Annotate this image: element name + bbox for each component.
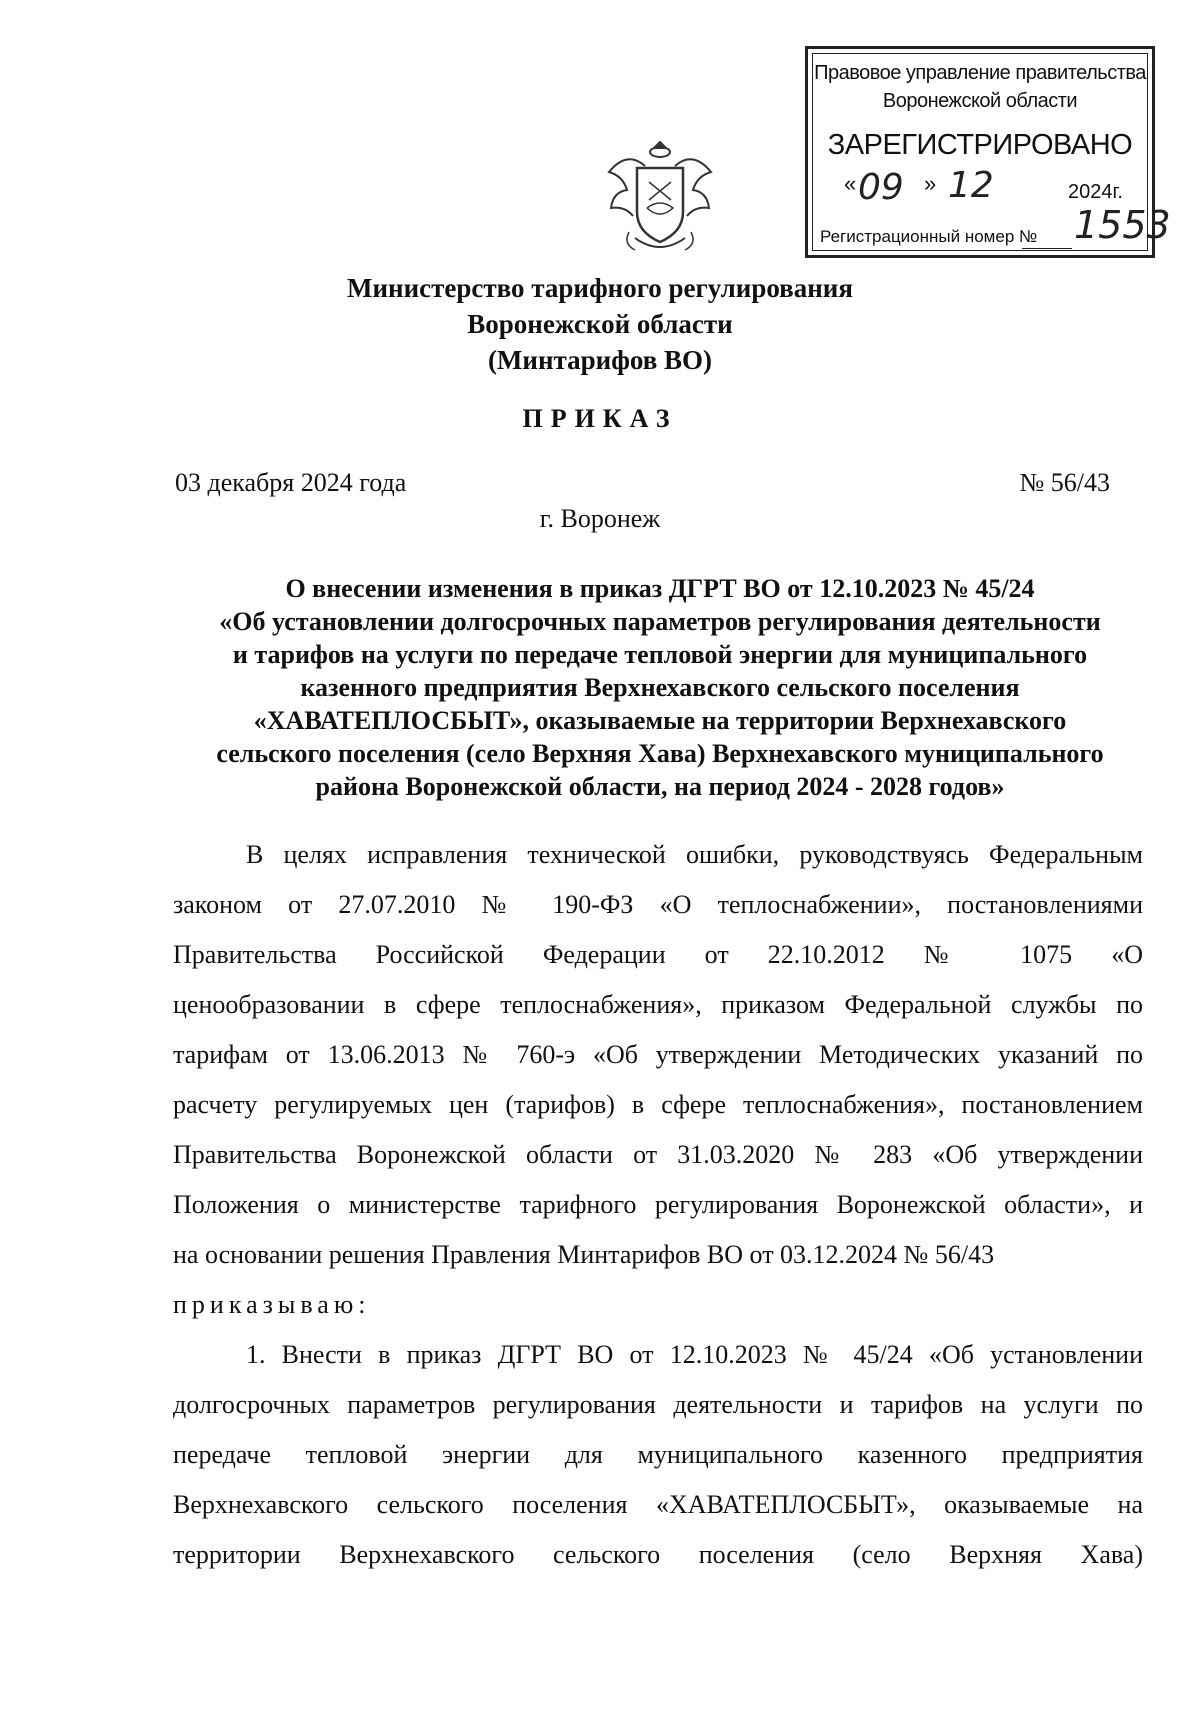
stamp-registered-label: ЗАРЕГИСТРИРОВАНО — [827, 129, 1133, 161]
ministry-line3: (Минтарифов ВО) — [487, 345, 713, 375]
preamble-line: Положения о министерстве тарифного регулирования Воронежской области», и — [173, 1190, 1143, 1219]
title-line: района Воронежской области, на период 2024 - 2028 годов» — [315, 772, 1005, 801]
registration-stamp — [805, 46, 1171, 258]
stamp-reg-number-label: Регистрационный номер № — [820, 227, 1038, 246]
order-date: 03 декабря 2024 года — [175, 468, 407, 497]
stamp-reg-number: 1553 — [1074, 203, 1171, 247]
preamble-line: В целях исправления технической ошибки, руководствуясь Федеральным — [246, 840, 1143, 869]
item-line: территории Верхнехавского сельского поселения (село Верхняя Хава) — [173, 1540, 1143, 1569]
item-line: 1. Внести в приказ ДГРТ ВО от 12.10.2023 № 45/24 «Об установлении — [246, 1340, 1143, 1369]
preamble-line: на основании решения Правления Минтарифов ВО от 03.12.2024 № 56/43 — [173, 1240, 995, 1269]
preamble-line: Правительства Воронежской области от 31.03.2020 № 283 «Об утверждении — [173, 1140, 1143, 1169]
stamp-date-open-quote: « — [844, 171, 857, 196]
item-line: Верхнехавского сельского поселения «ХАВАТЕПЛОСБЫТ», оказываемые на — [173, 1490, 1143, 1519]
title-line: сельского поселения (село Верхняя Хава) Верхнехавского муниципального — [216, 739, 1104, 768]
stamp-date-close-quote: » — [924, 171, 937, 196]
stamp-date-day: 09 — [858, 167, 904, 208]
stamp-org-line1: Правовое управление правительства — [814, 62, 1146, 84]
preamble-line: законом от 27.07.2010 № 190-ФЗ «О теплоснабжении», постановлениями — [173, 890, 1143, 919]
stamp-organization — [808, 59, 1152, 115]
preamble-line: Правительства Российской Федерации от 22.10.2012 № 1075 «О — [173, 940, 1143, 969]
order-city: г. Воронеж — [539, 504, 661, 533]
preamble-line: тарифам от 13.06.2013 № 760-э «Об утверждении Методических указаний по — [173, 1040, 1143, 1069]
item-line: передаче тепловой энергии для муниципального казенного предприятия — [173, 1440, 1143, 1469]
stamp-date-month: 12 — [948, 165, 994, 206]
directive: приказываю: — [173, 1290, 371, 1319]
ministry-line2: Воронежской области — [467, 309, 733, 339]
order-number: № 56/43 — [1019, 468, 1110, 497]
title-line: «Об установлении долгосрочных параметров регулирования деятельности — [219, 607, 1101, 636]
title-line: и тарифов на услуги по передаче тепловой энергии для муниципального — [232, 640, 1088, 669]
stamp-reg-number-underline — [1022, 248, 1072, 249]
ministry-line1: Министерство тарифного регулирования — [347, 273, 853, 303]
item-1-paragraph — [173, 1330, 1143, 1580]
title-line: О внесении изменения в приказ ДГРТ ВО от 12.10.2023 № 45/24 — [285, 574, 1035, 603]
preamble-line: расчету регулируемых цен (тарифов) в сфере теплоснабжения», постановлением — [173, 1090, 1143, 1119]
preamble-paragraph — [173, 830, 1143, 1330]
item-line: долгосрочных параметров регулирования деятельности и тарифов на услуги по — [173, 1390, 1143, 1419]
order-title: ПРИКАЗ — [522, 404, 678, 433]
coat-of-arms-icon — [605, 138, 715, 256]
title-line: «ХАВАТЕПЛОСБЫТ», оказываемые на территории Верхнехавского — [253, 706, 1067, 735]
ministry-name — [0, 270, 1200, 378]
preamble-line: ценообразовании в сфере теплоснабжения», приказом Федеральной службы по — [173, 990, 1143, 1019]
stamp-org-line2: Воронежской области — [882, 90, 1078, 112]
stamp-date-year: 2024г. — [1068, 181, 1123, 203]
title-line: казенного предприятия Верхнехавского сельского поселения — [300, 673, 1020, 702]
document-title — [170, 572, 1150, 803]
